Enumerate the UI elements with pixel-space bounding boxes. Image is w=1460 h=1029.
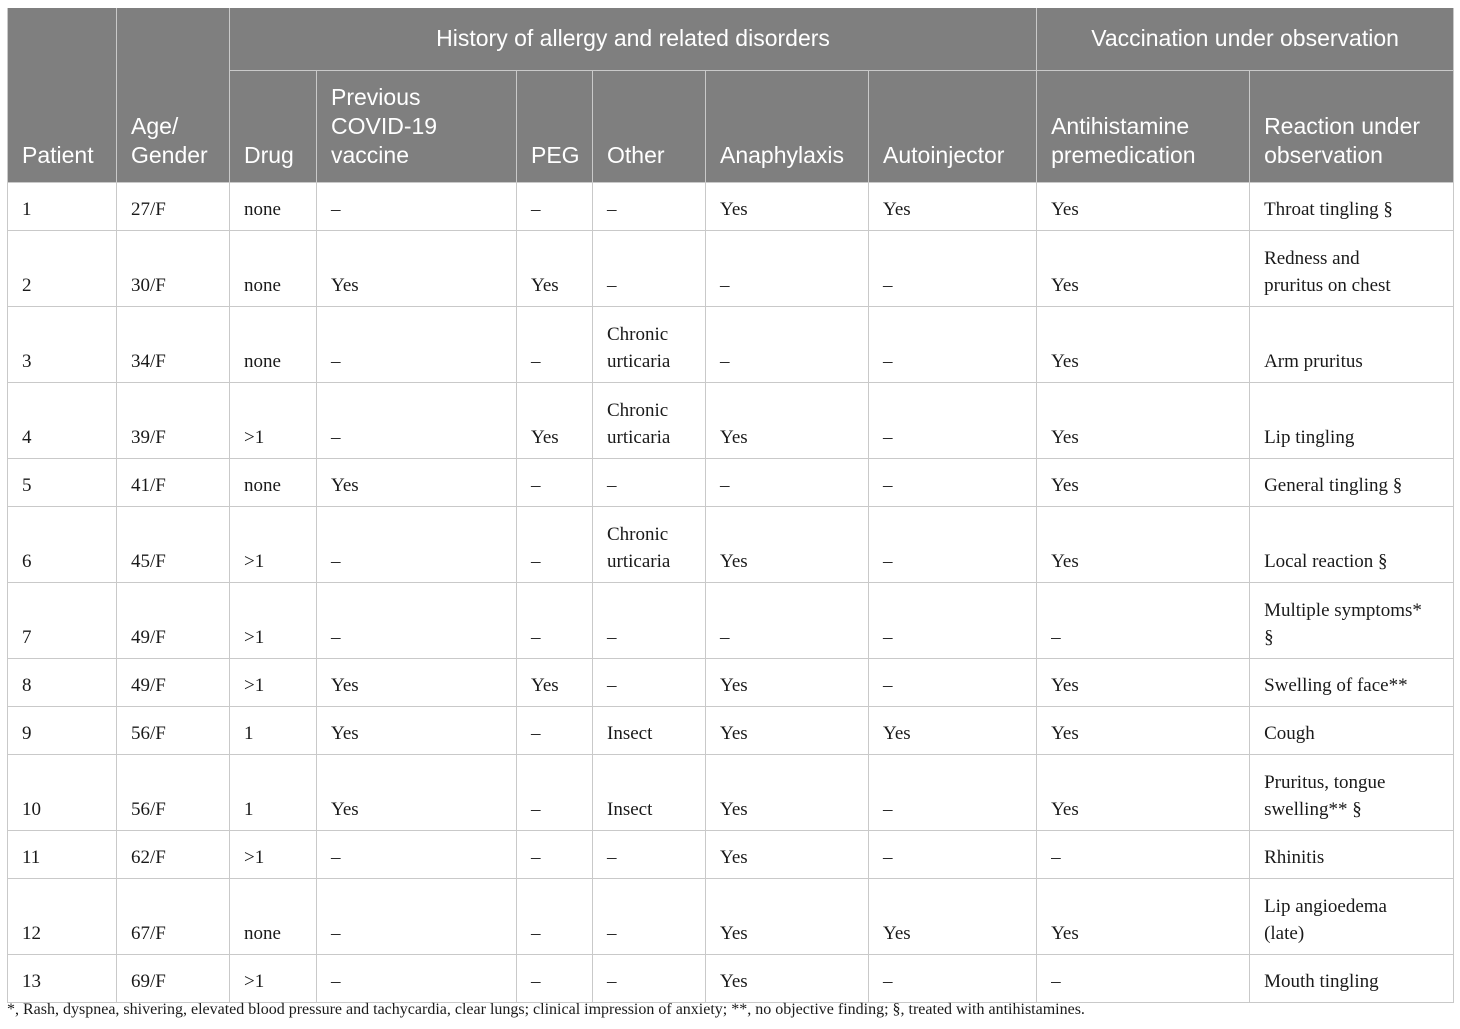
cell-previous-covid-vaccine: – [317, 878, 517, 954]
cell-age-gender: 30/F [117, 230, 230, 306]
cell-peg: – [517, 306, 593, 382]
cell-autoinjector: – [869, 582, 1037, 658]
table-row [8, 506, 1454, 582]
cell-previous-covid-vaccine: Yes [317, 230, 517, 306]
column-header-drug: Drug [230, 70, 317, 182]
cell-other: Chronic urticaria [593, 382, 706, 458]
cell-anaphylaxis: Yes [706, 754, 869, 830]
table-row [8, 830, 1454, 878]
cell-other: – [593, 658, 706, 706]
cell-autoinjector: – [869, 306, 1037, 382]
cell-anaphylaxis: Yes [706, 182, 869, 230]
header-spacer-patient [8, 8, 117, 70]
cell-other: Chronic urticaria [593, 506, 706, 582]
cell-peg: – [517, 878, 593, 954]
cell-autoinjector: Yes [869, 878, 1037, 954]
cell-reaction-under-observation: Arm pruritus [1250, 306, 1454, 382]
cell-reaction-under-observation: Swelling of face** [1250, 658, 1454, 706]
cell-reaction-under-observation: Throat tingling § [1250, 182, 1454, 230]
cell-peg: – [517, 706, 593, 754]
cell-antihistamine-premedication: – [1037, 582, 1250, 658]
table-row [8, 658, 1454, 706]
cell-previous-covid-vaccine: – [317, 306, 517, 382]
cell-other: – [593, 830, 706, 878]
cell-other: Chronic urticaria [593, 306, 706, 382]
cell-anaphylaxis: – [706, 306, 869, 382]
cell-previous-covid-vaccine: – [317, 382, 517, 458]
table-row [8, 954, 1454, 1002]
cell-patient: 5 [8, 458, 117, 506]
cell-age-gender: 69/F [117, 954, 230, 1002]
cell-antihistamine-premedication: Yes [1037, 658, 1250, 706]
cell-drug: none [230, 458, 317, 506]
cell-previous-covid-vaccine: – [317, 506, 517, 582]
column-header-anaphylaxis: Anaphylaxis [706, 70, 869, 182]
cell-age-gender: 56/F [117, 706, 230, 754]
cell-peg: – [517, 954, 593, 1002]
column-header-row [8, 70, 1454, 182]
cell-age-gender: 49/F [117, 658, 230, 706]
cell-previous-covid-vaccine: Yes [317, 458, 517, 506]
cell-peg: – [517, 506, 593, 582]
cell-patient: 13 [8, 954, 117, 1002]
cell-previous-covid-vaccine: – [317, 830, 517, 878]
cell-antihistamine-premedication: Yes [1037, 382, 1250, 458]
table-row [8, 706, 1454, 754]
column-header-autoinjector: Autoinjector [869, 70, 1037, 182]
cell-reaction-under-observation: Mouth tingling [1250, 954, 1454, 1002]
allergy-table-container [7, 8, 1453, 1003]
cell-age-gender: 62/F [117, 830, 230, 878]
column-header-patient: Patient [8, 70, 117, 182]
cell-previous-covid-vaccine: Yes [317, 658, 517, 706]
cell-drug: 1 [230, 754, 317, 830]
cell-reaction-under-observation: Multiple symptoms* § [1250, 582, 1454, 658]
cell-autoinjector: – [869, 458, 1037, 506]
cell-reaction-under-observation: Rhinitis [1250, 830, 1454, 878]
cell-reaction-under-observation: Local reaction § [1250, 506, 1454, 582]
cell-drug: none [230, 878, 317, 954]
cell-anaphylaxis: – [706, 582, 869, 658]
cell-anaphylaxis: Yes [706, 382, 869, 458]
cell-anaphylaxis: Yes [706, 506, 869, 582]
cell-antihistamine-premedication: Yes [1037, 458, 1250, 506]
table-row [8, 458, 1454, 506]
column-header-previous-covid-vaccine: Previous COVID-19 vaccine [317, 70, 517, 182]
cell-previous-covid-vaccine: – [317, 954, 517, 1002]
cell-anaphylaxis: Yes [706, 878, 869, 954]
cell-autoinjector: – [869, 954, 1037, 1002]
cell-peg: – [517, 830, 593, 878]
cell-autoinjector: – [869, 506, 1037, 582]
cell-reaction-under-observation: Redness and pruritus on chest [1250, 230, 1454, 306]
cell-reaction-under-observation: Cough [1250, 706, 1454, 754]
cell-previous-covid-vaccine: – [317, 182, 517, 230]
table-row [8, 382, 1454, 458]
cell-previous-covid-vaccine: Yes [317, 754, 517, 830]
cell-drug: >1 [230, 382, 317, 458]
cell-patient: 9 [8, 706, 117, 754]
table-body [8, 182, 1454, 1002]
cell-age-gender: 41/F [117, 458, 230, 506]
header-spacer-age [117, 8, 230, 70]
cell-peg: Yes [517, 382, 593, 458]
cell-age-gender: 67/F [117, 878, 230, 954]
cell-peg: – [517, 458, 593, 506]
cell-reaction-under-observation: General tingling § [1250, 458, 1454, 506]
table-row [8, 230, 1454, 306]
cell-autoinjector: Yes [869, 182, 1037, 230]
cell-patient: 2 [8, 230, 117, 306]
cell-drug: none [230, 230, 317, 306]
cell-patient: 11 [8, 830, 117, 878]
cell-drug: >1 [230, 954, 317, 1002]
cell-antihistamine-premedication: – [1037, 954, 1250, 1002]
cell-peg: – [517, 754, 593, 830]
cell-other: – [593, 458, 706, 506]
cell-antihistamine-premedication: Yes [1037, 878, 1250, 954]
cell-age-gender: 56/F [117, 754, 230, 830]
column-header-reaction-under-observation: Reaction under observation [1250, 70, 1454, 182]
cell-drug: >1 [230, 506, 317, 582]
cell-anaphylaxis: Yes [706, 706, 869, 754]
table-row [8, 182, 1454, 230]
cell-anaphylaxis: – [706, 458, 869, 506]
cell-anaphylaxis: Yes [706, 954, 869, 1002]
cell-peg: Yes [517, 658, 593, 706]
cell-drug: 1 [230, 706, 317, 754]
cell-patient: 10 [8, 754, 117, 830]
cell-previous-covid-vaccine: Yes [317, 706, 517, 754]
column-header-antihistamine-premedication: Antihistamine premedication [1037, 70, 1250, 182]
cell-patient: 8 [8, 658, 117, 706]
cell-autoinjector: – [869, 382, 1037, 458]
column-header-age-gender: Age/ Gender [117, 70, 230, 182]
cell-drug: >1 [230, 582, 317, 658]
cell-patient: 1 [8, 182, 117, 230]
cell-antihistamine-premedication: Yes [1037, 306, 1250, 382]
cell-reaction-under-observation: Pruritus, tongue swelling** § [1250, 754, 1454, 830]
cell-patient: 6 [8, 506, 117, 582]
cell-patient: 7 [8, 582, 117, 658]
cell-other: – [593, 954, 706, 1002]
cell-drug: none [230, 306, 317, 382]
cell-patient: 3 [8, 306, 117, 382]
cell-peg: – [517, 182, 593, 230]
cell-reaction-under-observation: Lip angioedema (late) [1250, 878, 1454, 954]
cell-age-gender: 49/F [117, 582, 230, 658]
cell-autoinjector: – [869, 754, 1037, 830]
cell-drug: >1 [230, 658, 317, 706]
cell-anaphylaxis: – [706, 230, 869, 306]
cell-drug: >1 [230, 830, 317, 878]
group-header-row [8, 8, 1454, 70]
cell-antihistamine-premedication: – [1037, 830, 1250, 878]
cell-patient: 12 [8, 878, 117, 954]
cell-other: – [593, 182, 706, 230]
cell-anaphylaxis: Yes [706, 658, 869, 706]
cell-drug: none [230, 182, 317, 230]
cell-age-gender: 34/F [117, 306, 230, 382]
cell-antihistamine-premedication: Yes [1037, 706, 1250, 754]
table-row [8, 878, 1454, 954]
cell-antihistamine-premedication: Yes [1037, 230, 1250, 306]
cell-reaction-under-observation: Lip tingling [1250, 382, 1454, 458]
cell-age-gender: 39/F [117, 382, 230, 458]
cell-other: – [593, 230, 706, 306]
cell-peg: Yes [517, 230, 593, 306]
cell-previous-covid-vaccine: – [317, 582, 517, 658]
cell-autoinjector: – [869, 830, 1037, 878]
column-header-other: Other [593, 70, 706, 182]
cell-antihistamine-premedication: Yes [1037, 754, 1250, 830]
table-footnote: *, Rash, dyspnea, shivering, elevated blood pressure and tachycardia, clear lungs; clinical impression of anxiety; **, no objective finding; §, treated with antihistamines. [7, 1001, 1085, 1018]
cell-antihistamine-premedication: Yes [1037, 182, 1250, 230]
cell-autoinjector: – [869, 658, 1037, 706]
table-row [8, 582, 1454, 658]
group-header-history: History of allergy and related disorders [230, 8, 1037, 70]
column-header-peg: PEG [517, 70, 593, 182]
cell-patient: 4 [8, 382, 117, 458]
cell-anaphylaxis: Yes [706, 830, 869, 878]
cell-other: – [593, 582, 706, 658]
cell-other: – [593, 878, 706, 954]
allergy-table [7, 8, 1454, 1003]
cell-autoinjector: – [869, 230, 1037, 306]
table-row [8, 306, 1454, 382]
cell-other: Insect [593, 706, 706, 754]
cell-autoinjector: Yes [869, 706, 1037, 754]
group-header-vaccination: Vaccination under observation [1037, 8, 1454, 70]
cell-age-gender: 45/F [117, 506, 230, 582]
cell-peg: – [517, 582, 593, 658]
cell-antihistamine-premedication: Yes [1037, 506, 1250, 582]
cell-age-gender: 27/F [117, 182, 230, 230]
table-row [8, 754, 1454, 830]
cell-other: Insect [593, 754, 706, 830]
